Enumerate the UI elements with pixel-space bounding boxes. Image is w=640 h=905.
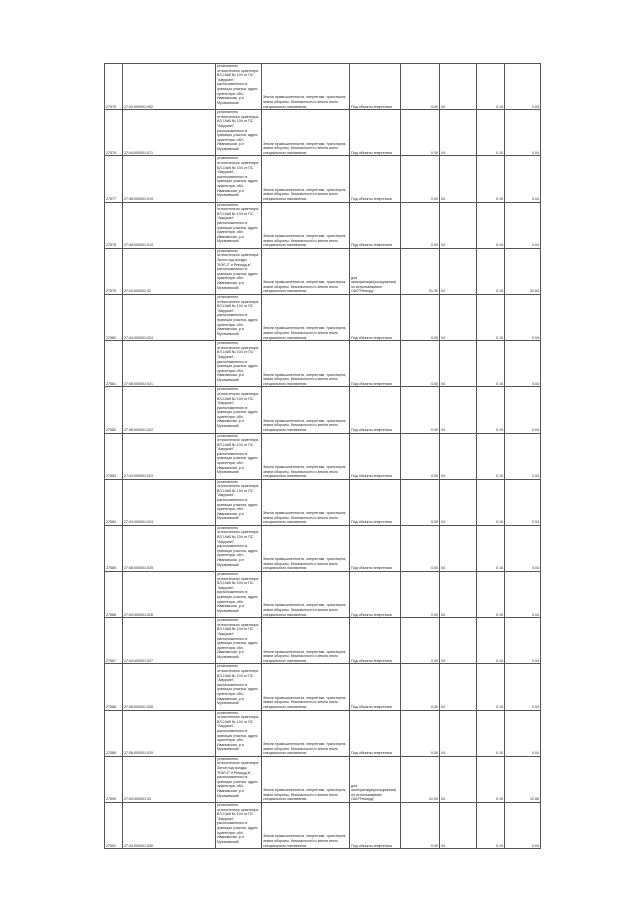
cadastral-number-cell: 27:04:000001:027 <box>123 618 216 664</box>
percent-cell: 04 <box>440 110 477 156</box>
location-description-cell: установлено относительно ориентира ВЛ-10кВ № 104 от ПС "Амуркан", расположенного в границах участка. адрес ориентира: обл. Ивановская, р-н Мухачевский <box>216 803 262 849</box>
area-cell: 41.00 <box>401 756 440 802</box>
rate-cell: 0.15 <box>477 294 505 340</box>
cadastral-number-cell: 27:04:000001:071 <box>123 110 216 156</box>
land-category-cell: Земли промышленности, энергетики, транспорта, земли обороны, безопасности и земли иного специального назначения <box>262 572 350 618</box>
area-cell: 0.00 <box>401 341 440 387</box>
row-number-cell: 27583 <box>105 433 123 479</box>
cadastral-number-cell: 27:08:000001:022 <box>123 387 216 433</box>
location-description-cell: установлено относительно ориентира ВЛ-10кВ № 104 от ПС "Амуркан", расположенного в границах участка. адрес ориентира: обл. Ивановская, р-н Мухачевский <box>216 572 262 618</box>
rate-cell: 0.15 <box>477 572 505 618</box>
cadastral-number-cell: 27:04:000001:024 <box>123 479 216 525</box>
cadastral-number-cell: 27:08:000001:028 <box>123 664 216 710</box>
tax-amount-cell: 0.04 <box>505 664 541 710</box>
rate-cell: 0.15 <box>477 433 505 479</box>
area-cell: 0.00 <box>401 294 440 340</box>
tax-amount-cell: 0.04 <box>505 572 541 618</box>
tax-amount-cell: 0.04 <box>505 202 541 248</box>
land-category-cell: Земли промышленности, энергетики, транспорта, земли обороны, безопасности и земли иного специального назначения <box>262 294 350 340</box>
location-description-cell: установлено относительно ориентира ВЛ-10кВ № 104 от ПС "Амуркан", расположенного в границах участка. адрес ориентира: обл. Ивановская, р-н Мухачевский <box>216 341 262 387</box>
row-number-cell: 27577 <box>105 156 123 202</box>
rate-cell: 0.15 <box>477 202 505 248</box>
tax-amount-cell: 0.04 <box>505 64 541 110</box>
land-category-cell: Земли промышленности, энергетики, транспорта, земли обороны, безопасности и земли иного специального назначения <box>262 525 350 571</box>
percent-cell: 04 <box>440 803 477 849</box>
area-cell: 0.00 <box>401 525 440 571</box>
percent-cell: 04 <box>440 525 477 571</box>
location-description-cell: установлено относительно ориентира ВЛ-10кВ № 104 от ПС "Амуркан", расположенного в границах участка. адрес ориентира: обл. Ивановская, р-н Мухачевский <box>216 664 262 710</box>
rate-cell: 0.15 <box>477 710 505 756</box>
table-row <box>105 664 541 710</box>
location-description-cell: установлено относительно ориентира Затон под склады "ВЭЛ-2" п.Реморд-в", расположенного в границах участка. адрес ориентира: обл. Ивановская, р-н Мухачевский <box>216 248 262 294</box>
table-row <box>105 202 541 248</box>
row-number-cell: 27587 <box>105 618 123 664</box>
land-category-cell: Земли промышленности, энергетики, транспорта, земли обороны, безопасности и земли иного специального назначения <box>262 664 350 710</box>
location-description-cell: установлено относительно ориентира ВЛ-10кВ № 104 от ПС "Амуркан", расположенного в границах участка. адрес ориентира: обл. Ивановская, р-н Мухачевский <box>216 202 262 248</box>
land-category-cell: Земли промышленности, энергетики, транспорта, земли обороны, безопасности и земли иного специального назначения <box>262 479 350 525</box>
tax-amount-cell: 0.04 <box>505 479 541 525</box>
rate-cell: 0.15 <box>477 664 505 710</box>
percent-cell: 04 <box>440 756 477 802</box>
rate-cell: 0.15 <box>477 341 505 387</box>
permitted-use-cell: Под объекты энергетики <box>350 710 401 756</box>
land-category-cell: Земли промышленности, энергетики, транспорта, земли обороны, безопасности и земли иного специального назначения <box>262 248 350 294</box>
area-cell: 0.00 <box>401 572 440 618</box>
percent-cell: 04 <box>440 433 477 479</box>
row-number-cell: 27580 <box>105 294 123 340</box>
permitted-use-cell: Под объекты энергетики <box>350 664 401 710</box>
land-category-cell: Земли промышленности, энергетики, транспорта, земли обороны, безопасности и земли иного специального назначения <box>262 618 350 664</box>
location-description-cell: установлено относительно ориентира ВЛ-10кВ № 104 от ПС "Амуркан", расположенного в границах участка. адрес ориентира: обл. Ивановская, р-н Мухачевский <box>216 479 262 525</box>
table-row <box>105 572 541 618</box>
percent-cell: 04 <box>440 479 477 525</box>
location-description-cell: установлено относительно ориентира ВЛ-10кВ № 104 от ПС "Амуркан", расположенного в границах участка. адрес ориентира: обл. Ивановская, р-н Мухачевский <box>216 110 262 156</box>
location-description-cell: установлено относительно ориентира ВЛ-10кВ № 104 от ПС "Амуркан", расположенного в границах участка. адрес ориентира: обл. Ивановская, р-н Мухачевский <box>216 387 262 433</box>
area-cell: 0.00 <box>401 710 440 756</box>
percent-cell: 04 <box>440 341 477 387</box>
land-category-cell: Земли промышленности, энергетики, транспорта, земли обороны, безопасности и земли иного специального назначения <box>262 433 350 479</box>
cadastral-number-cell: 27:04:000001:026 <box>123 572 216 618</box>
row-number-cell: 27591 <box>105 803 123 849</box>
permitted-use-cell: Под объекты энергетики <box>350 572 401 618</box>
land-category-cell: Земли промышленности, энергетики, транспорта, земли обороны, безопасности и земли иного специального назначения <box>262 341 350 387</box>
location-description-cell: установлено относительно ориентира ВЛ-10кВ № 104 от ПС "Амуркан", расположенного в границах участка. адрес ориентира: обл. Ивановская, р-н Мухачевский <box>216 156 262 202</box>
tax-amount-cell: 0.04 <box>505 618 541 664</box>
row-number-cell: 27578 <box>105 202 123 248</box>
tax-amount-cell: 0.04 <box>505 525 541 571</box>
permitted-use-cell: Под объекты энергетики <box>350 618 401 664</box>
permitted-use-cell: Под объекты энергетики <box>350 341 401 387</box>
percent-cell: 04 <box>440 248 477 294</box>
permitted-use-cell: для эксплуатации(сооружения) по использованию ОАО"Реморд" <box>350 756 401 802</box>
table-row <box>105 110 541 156</box>
land-category-cell: Земли промышленности, энергетики, транспорта, земли обороны, безопасности и земли иного специального назначения <box>262 156 350 202</box>
table-row <box>105 710 541 756</box>
land-plot-table <box>104 63 541 849</box>
table-row <box>105 479 541 525</box>
row-number-cell: 27582 <box>105 387 123 433</box>
permitted-use-cell: Под объекты энергетики <box>350 387 401 433</box>
permitted-use-cell: Под объекты энергетики <box>350 433 401 479</box>
cadastral-number-cell: 27:08:000001:019 <box>123 156 216 202</box>
location-description-cell: установлено относительно ориентира ВЛ-10кВ № 104 от ПС "Амуркан", расположенного в границах участка. адрес ориентира: обл. Ивановская, р-н Мухачевский <box>216 294 262 340</box>
row-number-cell: 27581 <box>105 341 123 387</box>
tax-amount-cell: 0.04 <box>505 387 541 433</box>
row-number-cell: 27590 <box>105 756 123 802</box>
percent-cell: 04 <box>440 572 477 618</box>
cadastral-number-cell: 27:04:000001:03 <box>123 756 216 802</box>
percent-cell: 04 <box>440 156 477 202</box>
permitted-use-cell: Под объекты энергетики <box>350 294 401 340</box>
location-description-cell: установлено относительно ориентира ВЛ-10кВ № 104 от ПС "Амуркан", расположенного в границах участка. адрес ориентира: обл. Ивановская, р-н Мухачевский <box>216 618 262 664</box>
rate-cell: 0.15 <box>477 756 505 802</box>
area-cell: 0.00 <box>401 803 440 849</box>
rate-cell: 0.15 <box>477 387 505 433</box>
location-description-cell: установлено относительно ориентира Затон под склады "ВЭЛ-2" п.Реморд-в", расположенного в границах участка. адрес ориентира: обл. Ивановская, р-н Мухачевский <box>216 756 262 802</box>
tax-amount-cell: 0.04 <box>505 294 541 340</box>
table-row <box>105 294 541 340</box>
row-number-cell: 27585 <box>105 525 123 571</box>
table-row <box>105 64 541 110</box>
table-row <box>105 618 541 664</box>
percent-cell: 04 <box>440 294 477 340</box>
area-cell: 0.00 <box>401 202 440 248</box>
location-description-cell: установлено относительно ориентира ВЛ-10кВ № 104 от ПС "Амуркан", расположенного в границах участка. адрес ориентира: обл. Ивановская, р-н Мухачевский <box>216 710 262 756</box>
rate-cell: 0.15 <box>477 110 505 156</box>
percent-cell: 04 <box>440 387 477 433</box>
rate-cell: 0.15 <box>477 479 505 525</box>
land-plot-sheet <box>104 63 540 849</box>
area-cell: 0.00 <box>401 618 440 664</box>
area-cell: 0.00 <box>401 156 440 202</box>
cadastral-number-cell: 27:04:000001:002 <box>123 64 216 110</box>
tax-amount-cell: 0.04 <box>505 341 541 387</box>
rate-cell: 0.15 <box>477 156 505 202</box>
area-cell: 0.00 <box>401 433 440 479</box>
table-row <box>105 803 541 849</box>
permitted-use-cell: Под объекты энергетики <box>350 64 401 110</box>
tax-amount-cell: 12.66 <box>505 756 541 802</box>
permitted-use-cell: для эксплуатации(сооружения) по использованию ОАО"Реморд" <box>350 248 401 294</box>
land-category-cell: Земли промышленности, энергетики, транспорта, земли обороны, безопасности и земли иного специального назначения <box>262 202 350 248</box>
table-row <box>105 156 541 202</box>
table-row <box>105 525 541 571</box>
row-number-cell: 27588 <box>105 664 123 710</box>
permitted-use-cell: Под объекты энергетики <box>350 803 401 849</box>
percent-cell: 04 <box>440 664 477 710</box>
rate-cell: 0.15 <box>477 803 505 849</box>
cadastral-number-cell: 27:08:000001:029 <box>123 710 216 756</box>
location-description-cell: установлено относительно ориентира ВЛ-10кВ № 104 от ПС "Амуркан", расположенного в границах участка. адрес ориентира: обл. Ивановская, р-н Мухачевский <box>216 433 262 479</box>
land-category-cell: Земли промышленности, энергетики, транспорта, земли обороны, безопасности и земли иного специального назначения <box>262 710 350 756</box>
area-cell: 0.00 <box>401 110 440 156</box>
land-category-cell: Земли промышленности, энергетики, транспорта, земли обороны, безопасности и земли иного специального назначения <box>262 64 350 110</box>
location-description-cell: установлено относительно ориентира ВЛ-10кВ № 104 от ПС "Амуркан", расположенного в границах участка. адрес ориентира: обл. Ивановская, р-н Мухачевский <box>216 64 262 110</box>
cadastral-number-cell: 27:04:000001:02 <box>123 248 216 294</box>
tax-amount-cell: 0.04 <box>505 803 541 849</box>
table-row <box>105 248 541 294</box>
tax-amount-cell: 0.04 <box>505 110 541 156</box>
cadastral-number-cell: 27:08:000001:019 <box>123 202 216 248</box>
tax-amount-cell: 41.64 <box>505 248 541 294</box>
cadastral-number-cell: 27:04:000001:023 <box>123 433 216 479</box>
table-row <box>105 433 541 479</box>
area-cell: 0.00 <box>401 387 440 433</box>
row-number-cell: 27586 <box>105 572 123 618</box>
table-body <box>105 64 541 849</box>
row-number-cell: 27584 <box>105 479 123 525</box>
area-cell: 0.00 <box>401 664 440 710</box>
percent-cell: 04 <box>440 202 477 248</box>
table-row <box>105 756 541 802</box>
permitted-use-cell: Под объекты энергетики <box>350 479 401 525</box>
rate-cell: 0.15 <box>477 618 505 664</box>
permitted-use-cell: Под объекты энергетики <box>350 110 401 156</box>
cadastral-number-cell: 27:08:000001:025 <box>123 525 216 571</box>
area-cell: 0.00 <box>401 64 440 110</box>
table-row <box>105 341 541 387</box>
row-number-cell: 27589 <box>105 710 123 756</box>
rate-cell: 0.15 <box>477 525 505 571</box>
area-cell: 51.00 <box>401 248 440 294</box>
rate-cell: 0.15 <box>477 248 505 294</box>
table-row <box>105 387 541 433</box>
land-category-cell: Земли промышленности, энергетики, транспорта, земли обороны, безопасности и земли иного специального назначения <box>262 110 350 156</box>
tax-amount-cell: 0.04 <box>505 156 541 202</box>
percent-cell: 04 <box>440 618 477 664</box>
percent-cell: 04 <box>440 710 477 756</box>
rate-cell: 0.15 <box>477 64 505 110</box>
location-description-cell: установлено относительно ориентира ВЛ-10кВ № 104 от ПС "Амуркан", расположенного в границах участка. адрес ориентира: обл. Ивановская, р-н Мухачевский <box>216 525 262 571</box>
area-cell: 0.00 <box>401 479 440 525</box>
row-number-cell: 27576 <box>105 110 123 156</box>
tax-amount-cell: 0.04 <box>505 433 541 479</box>
permitted-use-cell: Под объекты энергетики <box>350 525 401 571</box>
row-number-cell: 27575 <box>105 64 123 110</box>
land-category-cell: Земли промышленности, энергетики, транспорта, земли обороны, безопасности и земли иного специального назначения <box>262 756 350 802</box>
row-number-cell: 27579 <box>105 248 123 294</box>
land-category-cell: Земли промышленности, энергетики, транспорта, земли обороны, безопасности и земли иного специального назначения <box>262 387 350 433</box>
land-category-cell: Земли промышленности, энергетики, транспорта, земли обороны, безопасности и земли иного специального назначения <box>262 803 350 849</box>
cadastral-number-cell: 27:08:000001:021 <box>123 341 216 387</box>
percent-cell: 04 <box>440 64 477 110</box>
tax-amount-cell: 0.04 <box>505 710 541 756</box>
cadastral-number-cell: 27:04:000001:030 <box>123 803 216 849</box>
permitted-use-cell: Под объекты энергетики <box>350 202 401 248</box>
cadastral-number-cell: 27:04:000001:024 <box>123 294 216 340</box>
permitted-use-cell: Под объекты энергетики <box>350 156 401 202</box>
